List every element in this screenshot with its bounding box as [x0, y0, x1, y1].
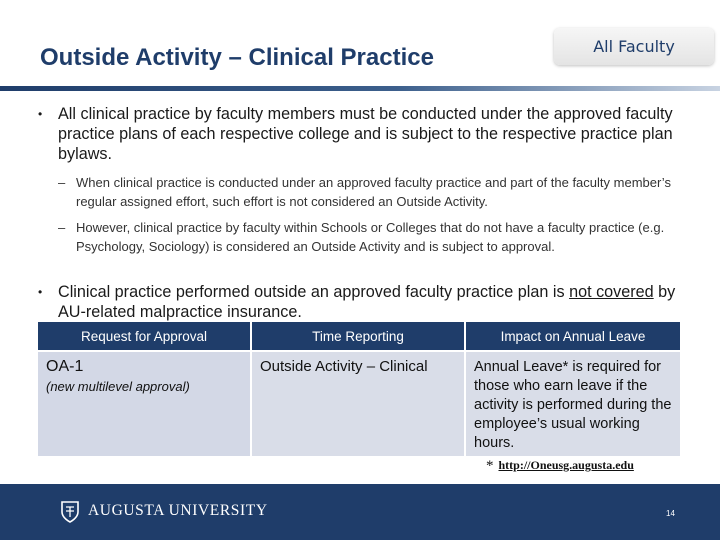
- bullet-symbol: •: [38, 107, 43, 121]
- shield-icon: [60, 500, 80, 524]
- page-number: 14: [666, 509, 675, 518]
- page-title: Outside Activity – Clinical Practice: [40, 44, 434, 71]
- sub-bullet-2-text: However, clinical practice by faculty within Schools or Colleges that do not have a faculty practice (e.g. Psychology, Sociology) is considered an Outside Activity and is subject to approval.: [76, 220, 665, 254]
- table-cell-request: [38, 352, 250, 456]
- bullet-2-emphasis: not covered: [569, 283, 654, 301]
- bullet-symbol: •: [38, 285, 43, 299]
- footnote-star: *: [486, 458, 494, 474]
- dash-symbol: –: [58, 220, 66, 235]
- time-reporting-value: Outside Activity – Clinical: [260, 358, 428, 375]
- footnote-link[interactable]: http://Oneusg.augusta.edu: [498, 458, 634, 472]
- table-cell-time: [252, 352, 464, 456]
- request-note: (new multilevel approval): [46, 379, 190, 394]
- bullet-1: [38, 104, 698, 164]
- sub-bullet-1: [58, 173, 688, 211]
- annual-leave-value: Annual Leave* is required for those who earn leave if the activity is performed during the employee’s usual working hours.: [474, 359, 672, 451]
- table-cell-leave: [466, 352, 680, 456]
- activity-table: [38, 322, 680, 456]
- bullet-2-text: Clinical practice performed outside an approved faculty practice plan is: [58, 283, 570, 301]
- sub-bullet-2: [58, 218, 688, 256]
- audience-tag: All Faculty: [554, 28, 714, 65]
- dash-symbol: –: [58, 175, 66, 190]
- bullet-2: [38, 282, 698, 322]
- request-code: OA-1: [46, 358, 84, 375]
- table-header-request: Request for Approval: [38, 322, 250, 350]
- bullet-2-text-end: by AU-related malpractice insurance.: [58, 283, 676, 321]
- sub-bullet-1-text: When clinical practice is conducted under an approved faculty practice and part of the faculty member’s regular assigned effort, such effort is not considered an Outside Activity.: [76, 175, 671, 209]
- university-logo-text: AUGUSTA UNIVERSITY: [88, 502, 268, 519]
- title-divider: [0, 86, 720, 91]
- table-header-time: Time Reporting: [252, 322, 464, 350]
- footer-bar: [0, 484, 720, 540]
- bullet-1-text: All clinical practice by faculty members must be conducted under the approved faculty practice plans of each respective college and is subject to the respective practice plan bylaws.: [58, 105, 673, 163]
- table-header-leave: Impact on Annual Leave: [466, 322, 680, 350]
- footnote: [486, 458, 634, 475]
